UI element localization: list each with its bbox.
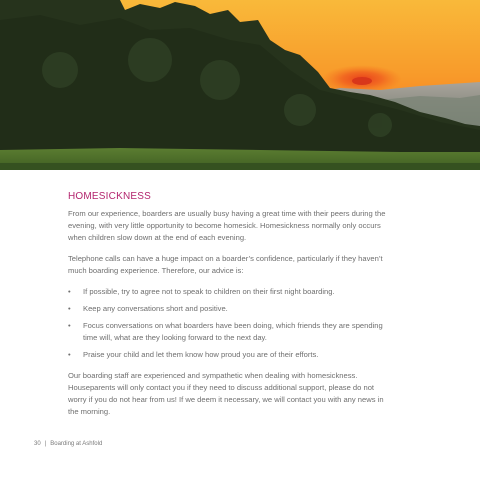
- sunset-landscape-image: [0, 0, 480, 170]
- homesickness-section: [68, 191, 388, 427]
- page-number: 30: [34, 441, 41, 447]
- intro-paragraph: From our experience, boarders are usually busy having a great time with their peers during the evening, with very little opportunity to become homesick. Homesickness normally only occurs when children slow down at the end of each evening.: [68, 209, 386, 242]
- advice-item: • If possible, try to agree not to speak to children on their first night boarding.: [68, 286, 388, 298]
- section-heading: HOMESICKNESS: [68, 191, 151, 202]
- page-footer: [34, 441, 102, 447]
- footer-separator: |: [44, 441, 47, 447]
- advice-list: [68, 286, 388, 361]
- publication-title: Boarding at Ashfold: [50, 441, 103, 447]
- hero-image: [0, 0, 480, 170]
- advice-item: • Praise your child and let them know how proud you are of their efforts.: [68, 349, 388, 361]
- closing-paragraph: Our boarding staff are experienced and sympathetic when dealing with homesickness. Houseparents will only contact you if they need to discuss additional support, please do not worry if you do not hear from us! If we deem it necessary, we will contact you with any news in the morning.: [68, 371, 384, 416]
- advice-item: • Focus conversations on what boarders have been doing, which friends they are spending time will, what are they looking forward to the next day.: [68, 320, 388, 344]
- telephone-paragraph: Telephone calls can have a huge impact on a boarder’s confidence, particularly if they haven’t much boarding experience. Therefore, our advice is:: [68, 254, 383, 275]
- advice-item: • Keep any conversations short and positive.: [68, 303, 388, 315]
